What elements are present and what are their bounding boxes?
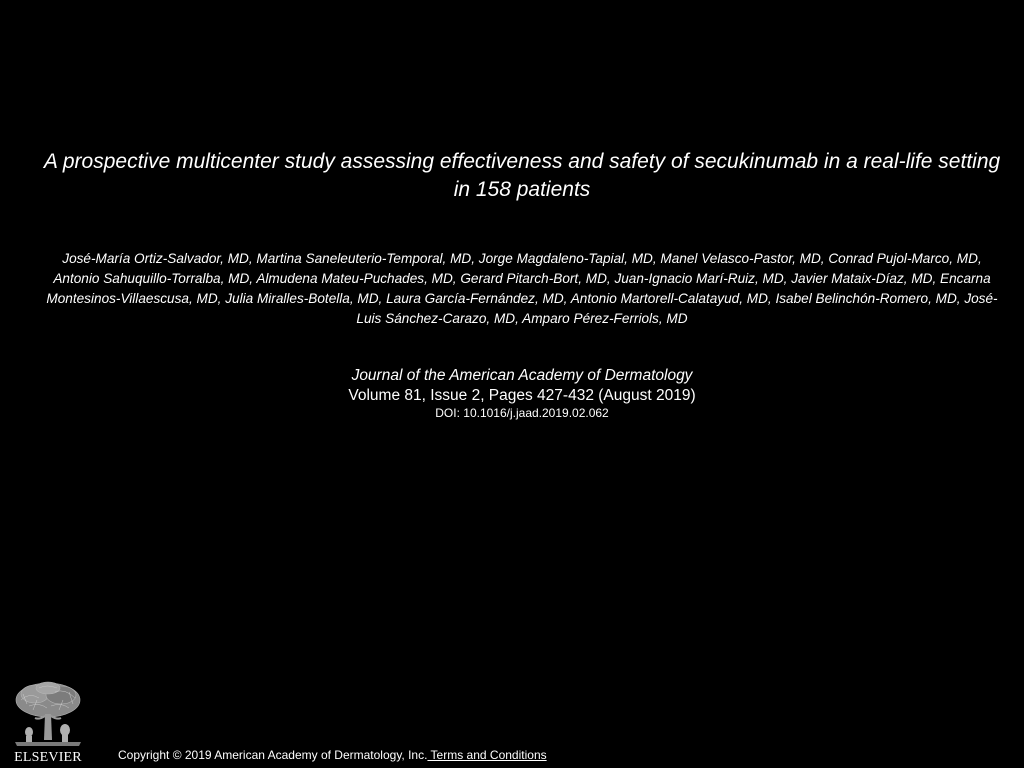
journal-volume: Volume 81, Issue 2, Pages 427-432 (August 2019) (348, 387, 696, 404)
elsevier-tree-icon (9, 680, 87, 748)
copyright-text: Copyright © 2019 American Academy of Dermatology, Inc. (118, 748, 428, 762)
journal-name: Journal of the American Academy of Dermatology (351, 367, 693, 384)
copyright-footer (118, 748, 547, 763)
terms-and-conditions-link[interactable]: Terms and Conditions (427, 748, 547, 762)
article-title: A prospective multicenter study assessing effectiveness and safety of secukinumab in a real-life setting in 158 patients (43, 150, 1001, 201)
journal-doi: DOI: 10.1016/j.jaad.2019.02.062 (435, 406, 609, 420)
journal-citation (0, 366, 1024, 421)
elsevier-logo (9, 680, 87, 766)
author-list: José-María Ortiz-Salvador, MD, Martina Saneleuterio-Temporal, MD, Jorge Magdaleno-Tapial, MD, Manel Velasco-Pastor, MD, Conrad Pujol-Marco, MD, Antonio Sahuquillo-Torralba, MD, Almudena Mateu-Puchades, MD, Gerard Pitarch-Bort, MD, Juan-Ignacio Marí-Ruiz, MD, Javier Mataix-Díaz, MD, Encarna Montesinos-Villaescusa, MD, Julia Miralles-Botella, MD, Laura García-Fernández, MD, Antonio Martorell-Calatayud, MD, Isabel Belinchón-Romero, MD, José-Luis Sánchez-Carazo, MD, Amparo Pérez-Ferriols, MD (46, 251, 998, 326)
elsevier-wordmark: ELSEVIER (14, 750, 82, 765)
